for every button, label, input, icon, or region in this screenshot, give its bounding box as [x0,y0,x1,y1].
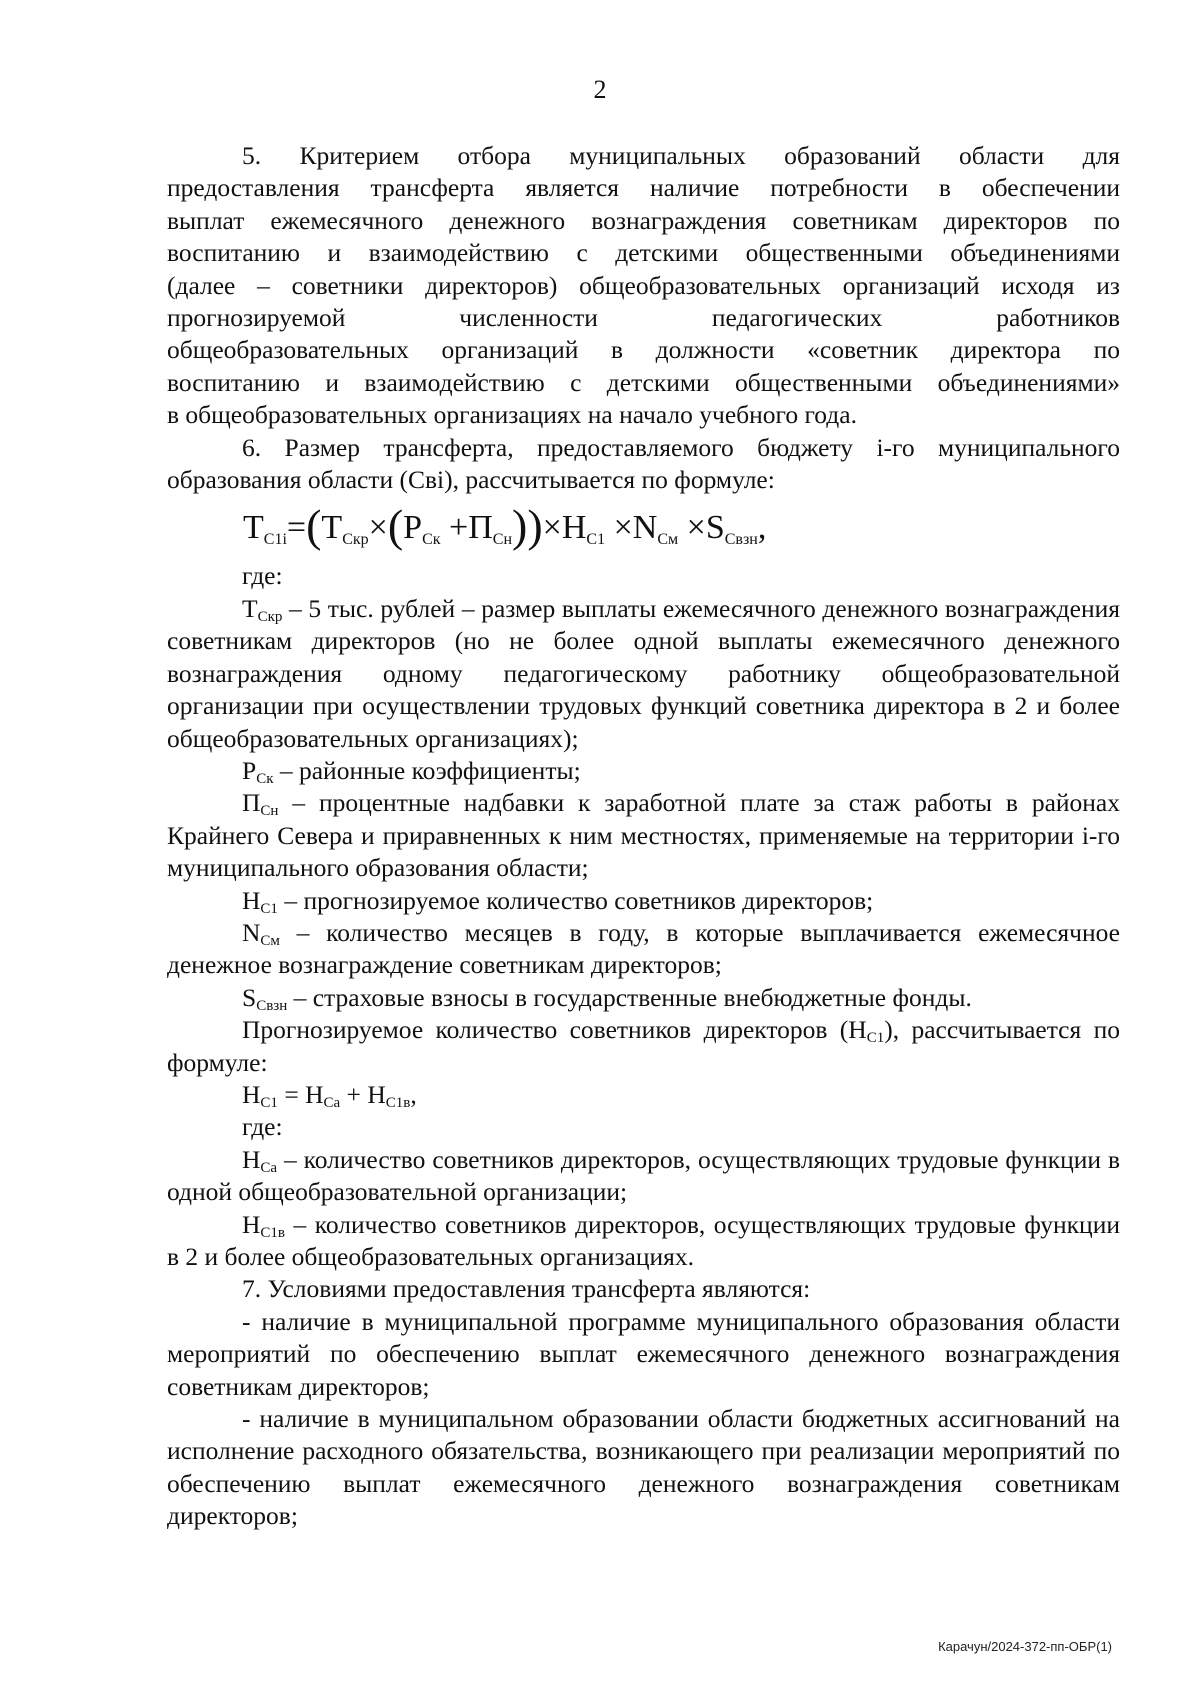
condition-item: - наличие в муниципальной программе муниципального образования области мероприятий по обеспечению выплат ежемесячного денежного вознаграждения советникам директоров; [167,1306,1120,1401]
definition-p-sn: $П_{Сн}$ – процентные надбавки к заработной плате за стаж работы в районах Крайнего Севера и приравненных к ним местностях, применяемые на территории i-го муниципального образования области; [167,788,1120,883]
forecast-paragraph: Прогнозируемое количество советников директоров $(Н_{С1})$, рассчитывается по формуле: [167,1015,1120,1077]
definition-h-c1v: $Н_{С1в}$ – количество советников директоров, осуществляющих трудовые функции в 2 и более общеобразовательных организациях. [167,1209,1120,1271]
paragraph-5-line: выплат ежемесячного денежного вознаграждения советникам директоров по [167,205,1120,235]
formula-advisers: $Н_{С1} = Н_{Са} + Н_{С1в}$, [242,1079,417,1111]
paragraph-7: 7. Условиями предоставления трансферта являются: [242,1274,811,1304]
paragraph-5-line: воспитанию и взаимодействию с детскими общественными объединениями [167,238,1120,268]
where-label: где: [242,1112,283,1142]
definition-h-sa: $Н_{Са}$ – количество советников директоров, осуществляющих трудовые функции в одной общеобразовательной организации; [167,1144,1120,1207]
document-footer-reference: Карачун/2024-372-пп-ОБР(1) [938,1639,1112,1654]
page-number: 2 [593,75,607,104]
paragraph-5-line: в общеобразовательных организациях на начало учебного года. [167,400,857,430]
formula-transfer: $T_{C1i}=(T_{Скр}\times(P_{Ск} +П_{Сн}))\times H_{C1} \times N_{См} \times S_{Свзн}$, [243,500,767,552]
definition-r-sk: $Р_{Ск}$ – районные коэффициенты; [242,755,581,787]
where-label: где: [242,561,283,591]
paragraph-5 [167,140,1120,432]
paragraph-6: 6. Размер трансферта, предоставляемого бюджету i-го муниципального образования области (Свi), рассчитывается по формуле: [167,432,1120,495]
paragraph-5-line: прогнозируемой численности педагогических работников [167,303,1120,333]
document-body [167,140,1120,1533]
definition-h-c1: $Н_{С1}$ – прогнозируемое количество советников директоров; [242,885,874,917]
definition-s-svzn: $S_{Свзн}$ – страховые взносы в государственные внебюджетные фонды. [242,982,972,1014]
definition-t-skr: $Т_{Скр} - 5$ тыс. рублей – размер выплаты ежемесячного денежного вознаграждения советникам директоров (но не более одной выплаты ежемесячного денежного вознаграждения одному педагогическому работнику общеобразовательной организации при осуществлении трудовых функций советника директора в 2 и более общеобразовательных организациях); [167,593,1120,753]
paragraph-5-line: предоставления трансферта является наличие потребности в обеспечении [167,173,1120,203]
paragraph-5-line: (далее – советники директоров) общеобразовательных организаций исходя из [167,270,1120,300]
condition-item: - наличие в муниципальном образовании области бюджетных ассигнований на исполнение расходного обязательства, возникающего при реализации мероприятий по обеспечению выплат ежемесячного денежного вознаграждения советникам директоров; [167,1404,1120,1531]
definition-n-sm: $N_{См}$ – количество месяцев в году, в которые выплачивается ежемесячное денежное вознаграждение советникам директоров; [167,917,1120,980]
paragraph-5-line: воспитанию и взаимодействию с детскими общественными объединениями» [167,367,1120,397]
paragraph-5-line: 5. Критерием отбора муниципальных образований области для [242,141,1120,170]
paragraph-5-line: общеобразовательных организаций в должности «советник директора по [167,335,1120,365]
